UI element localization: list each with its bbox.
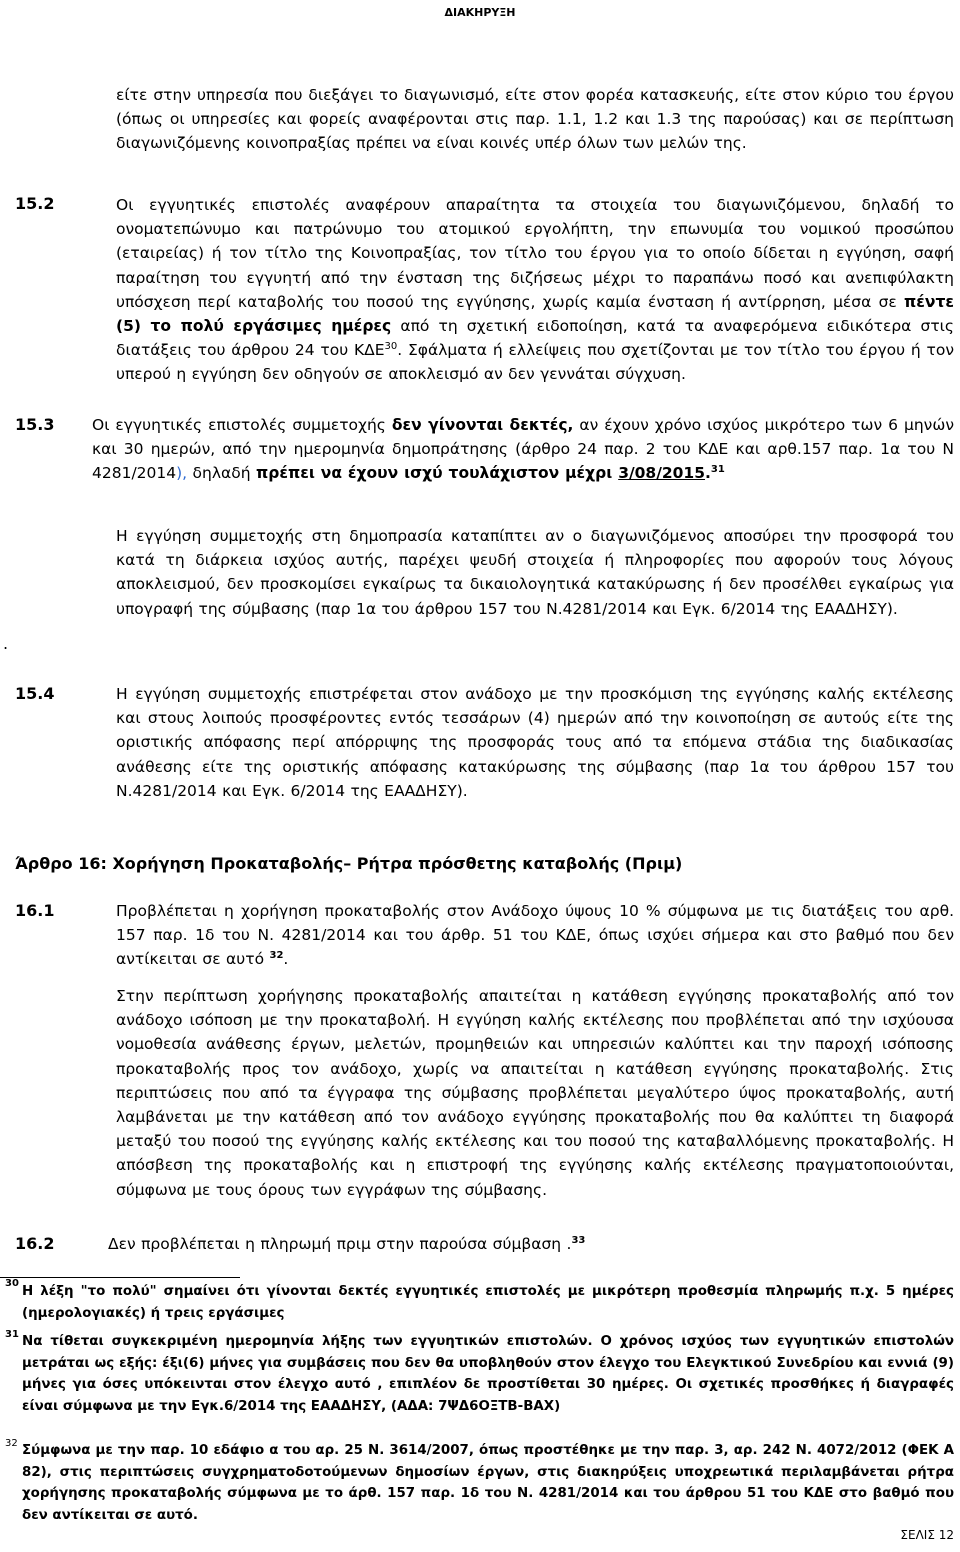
- deadline-date: 3/08/2015: [618, 464, 706, 483]
- footnote-separator: [0, 1277, 240, 1278]
- section-number-15-3: 15.3: [15, 415, 55, 434]
- section-16-2-text: Δεν προβλέπεται η πληρωμή πριμ στην παρούσα σύμβαση .$^{33}$: [108, 1234, 586, 1253]
- section-16-1-text: Προβλέπεται η χορήγηση προκαταβολής στον Ανάδοχο ύψους 10 % σύμφωνα με τις διατάξεις του αρθ. 157 παρ. 1δ του Ν. 4281/2014 και του άρθρ. 51 του ΚΔΕ, όπως ισχύει σήμερα και στο βαθμό που δεν αντίκειται σε αυτό $^{32}$.: [116, 902, 954, 969]
- section-15-3-paragraph-2: Η εγγύηση συμμετοχής στη δημοπρασία καταπίπτει αν ο διαγωνιζόμενος αποσύρει την προσφορά του κατά τη διάρκεια ισχύος αυτής, παρέχει ψευδή στοιχεία ή πληροφορίες που αφορούν τους λόγους αποκλεισμού, δεν προσκομίσει εγκαίρως τα δικαιολογητικά κατακύρωσης ή δεν προσέλθει εγκαίρως για υπογραφή της σύμβασης (παρ 1α του άρθρου 157 του Ν.4281/2014 και Εγκ. 6/2014 της ΕΑΑΔΗΣΥ).: [116, 527, 954, 618]
- footnote-mark-32: 32: [5, 1438, 18, 1449]
- footnote-ref-32[interactable]: 32: [269, 950, 284, 962]
- footnote-mark-30: 30: [5, 1278, 19, 1289]
- section-15-3-text: Οι εγγυητικές επιστολές συμμετοχής δεν γίνονται δεκτές, αν έχουν χρόνο ισχύος μικρότερο των 6 μηνών και 30 ημερών, από την ημερομηνία δημοπράτησης (άρθρο 24 παρ. 2 του ΚΔΕ και αρθ.157 παρ. 1α του Ν 4281/2014), δηλαδή πρέπει να έχουν ισχύ τουλάχιστον μέχρι 3/08/2015.31: [92, 416, 954, 483]
- section-number-15-4: 15.4: [15, 684, 55, 703]
- article-16-title: Χορήγηση Προκαταβολής– Ρήτρα πρόσθετης καταβολής (Πριμ): [112, 854, 683, 873]
- section-15-4-text: Η εγγύηση συμμετοχής επιστρέφεται στον ανάδοχο με την προσκόμιση της εγγύησης καλής εκτέλεσης και στους λοιπούς προσφέροντες εντός τεσσάρων (4) ημερών από την κοινοποίηση σε αυτούς είτε της οριστικής απόφασης περί απόρριψης της προσφοράς τους από τα επόμενα στάδια της διαδικασίας ανάθεσης είτε της οριστικής απόφασης κατακύρωσης της σύμβασης (παρ 1α του άρθρου 157 του Ν.4281/2014 και Εγκ. 6/2014 της ΕΑΑΔΗΣΥ).: [116, 685, 954, 800]
- article-16-heading: [15, 854, 682, 873]
- article-16-label: Άρθρο 16:: [15, 854, 107, 873]
- page-number: ΣΕΛΙΣ 12: [900, 1528, 954, 1542]
- footnote-mark-31: 31: [5, 1329, 19, 1340]
- section-15-2-text: Οι εγγυητικές επιστολές αναφέρουν απαραίτητα τα στοιχεία του διαγωνιζόμενου, δηλαδή το ονοματεπώνυμο και πατρώνυμο του ατομικού εργολήπτη, την επωνυμία του νομικού προσώπου (εταιρείας) ή τον τίτλο της Κοινοπραξίας, τον τίτλο του έργου για το οποίο δίδεται η εγγύηση, σαφή παραίτηση του εγγυητή από την ένσταση της διζήσεως μέχρι το παραπάνω ποσό και ανεπιφύλακτη υπόσχεση περί καταβολής του ποσού της εγγύησης, χωρίς καμία ένσταση ή αντίρρηση, μέσα σε πέντε (5) το πολύ εργάσιμες ημέρες από τη σχετική ειδοποίηση, κατά τα αναφερόμενα ειδικότερα στις διατάξεις του άρθρου 24 του ΚΔΕ$^{30}$. Σφάλματα ή ελλείψεις που σχετίζονται με τον τίτλο του έργου ή τον υπερού η εγγύηση δεν οδηγούν σε αποκλεισμό αν δεν γεννάται σύγχυση.: [116, 196, 954, 384]
- section-number-15-2: 15.2: [15, 194, 55, 213]
- section-16-1-paragraph-2: Στην περίπτωση χορήγησης προκαταβολής απαιτείται η κατάθεση εγγύησης προκαταβολής από τον ανάδοχο ισόποση με την προκαταβολή. Η εγγύηση καλής εκτέλεσης που προβλέπεται από την ισχύουσα νομοθεσία ανάθεσης έργων, μελετών, προμηθειών και υπηρεσιών καλύπτει και την παροχή ισόποσης προκαταβολής προς τον ανάδοχο, χωρίς να απαιτείται η κατάθεση εγγύησης προκαταβολής. Στις περιπτώσεις που από τα έγγραφα της σύμβασης προβλέπεται μεγαλύτερο ύψος προκαταβολής, αυτή λαμβάνεται με την κατάθεση από τον ανάδοχο εγγύησης προκαταβολής που θα καλύπτει τη διαφορά μεταξύ του ποσού της εγγύησης καλής εκτέλεσης και του ποσού της καταβαλλόμενης προκαταβολής. Η απόσβεση της προκαταβολής και η επιστροφή της εγγύησης καλής εκτέλεσης πραγματοποιούνται, σύμφωνα με τους όρους των εγγράφων της σύμβασης.: [116, 987, 954, 1199]
- footnote-30-text: Η λέξη "το πολύ" σημαίνει ότι γίνονται δεκτές εγγυητικές επιστολές με μικρότερη προθεσμία πληρωμής π.χ. 5 ημέρες (ημερολογιακές) ή τρεις εργάσιμες: [22, 1284, 954, 1321]
- intro-paragraph: είτε στην υπηρεσία που διεξάγει το διαγωνισμό, είτε στον φορέα κατασκευής, είτε στον κύριο του έργου (όπως οι υπηρεσίες και φορείς αναφέρονται στις παρ. 1.1, 1.2 και 1.3 της παρούσας) και σε περίπτωση διαγωνιζόμενης κοινοπραξίας πρέπει να είναι κοινές υπέρ όλων των μελών της.: [116, 86, 954, 153]
- stray-dot: .: [3, 634, 9, 653]
- section-number-16-1: 16.1: [15, 901, 55, 920]
- footnote-ref-30[interactable]: 30: [384, 341, 398, 353]
- footnote-31-text: Να τίθεται συγκεκριμένη ημερομηνία λήξης των εγγυητικών επιστολών. Ο χρόνος ισχύος των εγγυητικών επιστολών μετράται ως εξής: έξι(6) μήνες για συμβάσεις που δεν θα υποβληθούν στον έλεγχο του Ελεγκτικού Συνεδρίου και εννιά (9) μήνες για όσες υπόκεινται στον έλεγχο αυτό , επιπλέον δε προστίθεται 30 ημέρες. Οι σχετικές προσθήκες ή διαγραφές είναι σύμφωνα με την Εγκ.6/2014 της ΕΑΑΔΗΣΥ, (ΑΔΑ: 7ΨΔ6ΟΞΤΒ-ΒΑΧ): [22, 1334, 954, 1414]
- section-number-16-2: 16.2: [15, 1234, 55, 1253]
- footnote-ref-31[interactable]: 31: [710, 464, 725, 476]
- document-header: ΔΙΑΚΗΡΥΞΗ: [444, 6, 516, 19]
- footnote-32-text: Σύμφωνα με την παρ. 10 εδάφιο α του αρ. 25 Ν. 3614/2007, όπως προστέθηκε με την παρ. 3, αρ. 242 Ν. 4072/2012 (ΦΕΚ Α 82), στις περιπτώσεις συγχρηματοδοτούμενων δημοσίων έργων, στις διακηρύξεις υποχρεωτικά περιλαμβάνεται ρήτρα χορήγησης προκαταβολής σύμφωνα με το άρθ. 157 παρ. 1δ του Ν. 4281/2014 και του άρθρου 51 του ΚΔΕ στο βαθμό που δεν αντίκειται σε αυτό.: [22, 1443, 954, 1523]
- footnote-ref-33[interactable]: 33: [571, 1234, 586, 1246]
